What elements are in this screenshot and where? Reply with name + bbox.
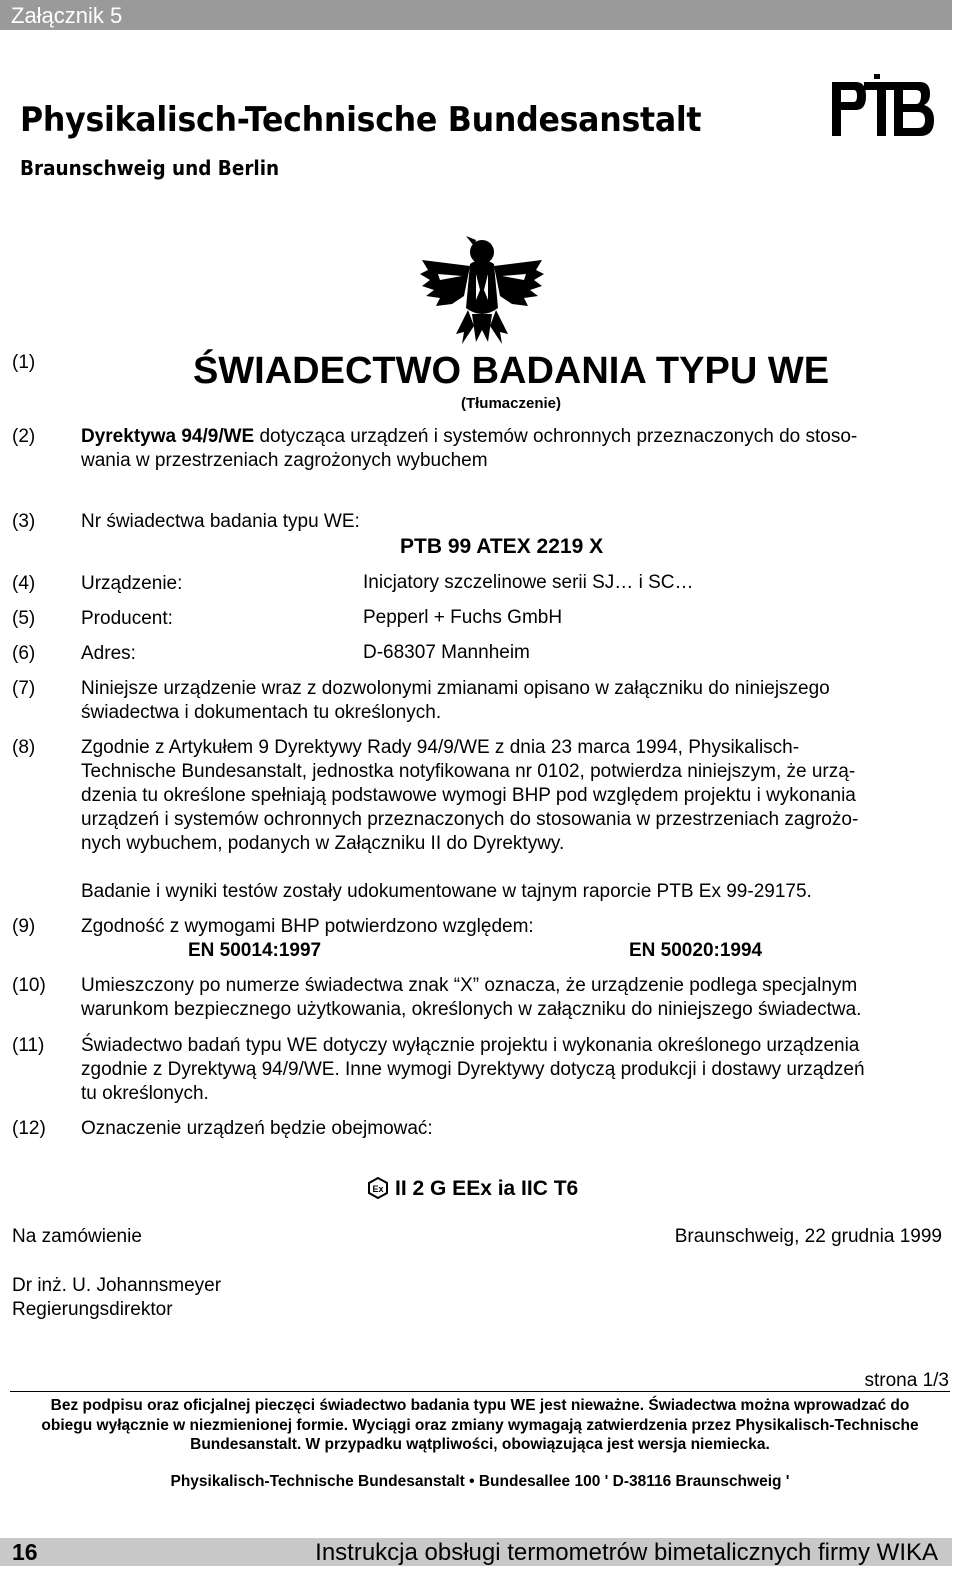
translation-note: (Tłumaczenie): [460, 395, 562, 412]
ex-hexagon-icon: [367, 1177, 389, 1199]
item-12-number: (12): [12, 1118, 46, 1139]
item-10-text: Umieszczony po numerze świadectwa znak “X” oznacza, że urządzenie podlega specjalnym warunkom bezpiecznego użytkowania, określonych w załączniku do niniejszego świadectwa.: [81, 975, 862, 1020]
item-9-label: Zgodność z wymogami BHP potwierdzono względem:: [81, 916, 534, 937]
directive-name: Dyrektywa 94/9/WE: [81, 426, 255, 447]
footer-divider: [10, 1391, 950, 1392]
equipment-marking: II 2 G EEx ia IIC T6: [395, 1177, 579, 1200]
attachment-label: Załącznik 5: [11, 3, 123, 28]
signatory-title: Regierungsdirektor: [12, 1299, 173, 1320]
ex-symbol-text: Ex: [372, 1184, 384, 1194]
manufacturer-value: Pepperl + Fuchs GmbH: [363, 607, 563, 628]
item-12-label: Oznaczenie urządzeń będzie obejmować:: [81, 1118, 433, 1139]
ptb-logo: [830, 74, 936, 138]
item-3-label: Nr świadectwa badania typu WE:: [81, 511, 360, 532]
item-8-report-note: Badanie i wyniki testów zostały udokumentowane w tajnym raporcie PTB Ex 99-29175.: [81, 881, 812, 902]
certificate-title: ŚWIADECTWO BADANIA TYPU WE: [192, 350, 830, 392]
item-2-number: (2): [12, 426, 36, 447]
signatory-name: Dr inż. U. Johannsmeyer: [12, 1275, 222, 1296]
item-5-label: Producent:: [81, 608, 173, 629]
attachment-header-bar: [0, 0, 952, 30]
item-4-label: Urządzenie:: [81, 573, 183, 594]
item-11-text: Świadectwo badań typu WE dotyczy wyłącznie projektu i wykonania określonego urządzenia zgodnie z Dyrektywą 94/9/WE. Inne wymogi Dyrektywy dotyczą produkcji i dostawy urządzeń tu określonych.: [81, 1035, 865, 1104]
item-8-text: Zgodnie z Artykułem 9 Dyrektywy Rady 94/9/WE z dnia 23 marca 1994, Physikalisch- Technische Bundesanstalt, jednostka notyfikowana nr 0102, potwierdza niniejszym, że urzą- dzenia tu określone spełniają podstawowe wymogi BHP pod względem projektu i wykonania urządzeń i systemów ochronnych przeznaczonych do stosowania w przestrzeniach zagrożo- nych wybuchem, podanych w Załączniku II do Dyrektywy.: [81, 737, 859, 854]
standard-1: EN 50014:1997: [188, 940, 322, 961]
place-date: Braunschweig, 22 grudnia 1999: [674, 1226, 942, 1247]
issuer-name: Physikalisch-Technische Bundesanstalt: [20, 100, 702, 140]
item-6-label: Adres:: [81, 643, 136, 664]
standard-2: EN 50020:1994: [629, 940, 763, 961]
item-10-number: (10): [12, 975, 46, 996]
item-1-number: (1): [12, 352, 36, 373]
certificate-number: PTB 99 ATEX 2219 X: [400, 535, 604, 558]
signatory: [12, 1274, 221, 1322]
federal-eagle-icon: [418, 230, 546, 348]
item-3-number: (3): [12, 511, 36, 532]
item-11-number: (11): [12, 1035, 45, 1056]
issuer-address: Physikalisch-Technische Bundesanstalt • Bundesallee 100 ' D-38116 Braunschweig ': [170, 1473, 790, 1490]
address-value: D-68307 Mannheim: [363, 642, 530, 663]
item-8-number: (8): [12, 737, 36, 758]
order-note: Na zamówienie: [12, 1226, 142, 1247]
item-6-number: (6): [12, 643, 36, 664]
issuer-subtitle: Braunschweig und Berlin: [20, 156, 280, 180]
page-number: 16: [12, 1539, 38, 1565]
book-title: Instrukcja obsługi termometrów bimetalicznych firmy WIKA: [315, 1539, 938, 1566]
item-7-number: (7): [12, 678, 36, 699]
page-indicator: strona 1/3: [864, 1370, 949, 1391]
item-5-number: (5): [12, 608, 36, 629]
page-footer-bar: [0, 1538, 952, 1566]
item-4-number: (4): [12, 573, 36, 594]
item-7-text: Niniejsze urządzenie wraz z dozwolonymi zmianami opisano w załączniku do niniejszego świadectwa i dokumentach tu określonych.: [81, 678, 830, 723]
item-2-text: Dyrektywa 94/9/WE dotycząca urządzeń i systemów ochronnych przeznaczonych do stoso- wania w przestrzeniach zagrożonych wybuchem: [81, 426, 858, 471]
disclaimer: Bez podpisu oraz oficjalnej pieczęci świadectwo badania typu WE jest nieważne. Świadectwa można wprowadzać do obiegu wyłącznie w niezmienionej formie. Wyciągi oraz zmiany wymagają zatwierdzenia przez Physikalisch-Technische Bundesanstalt. W przypadku wątpliwości, obowiązująca jest wersja niemiecka.: [41, 1397, 919, 1453]
device-value: Inicjatory szczelinowe serii SJ… i SC…: [363, 572, 694, 593]
item-9-number: (9): [12, 916, 36, 937]
